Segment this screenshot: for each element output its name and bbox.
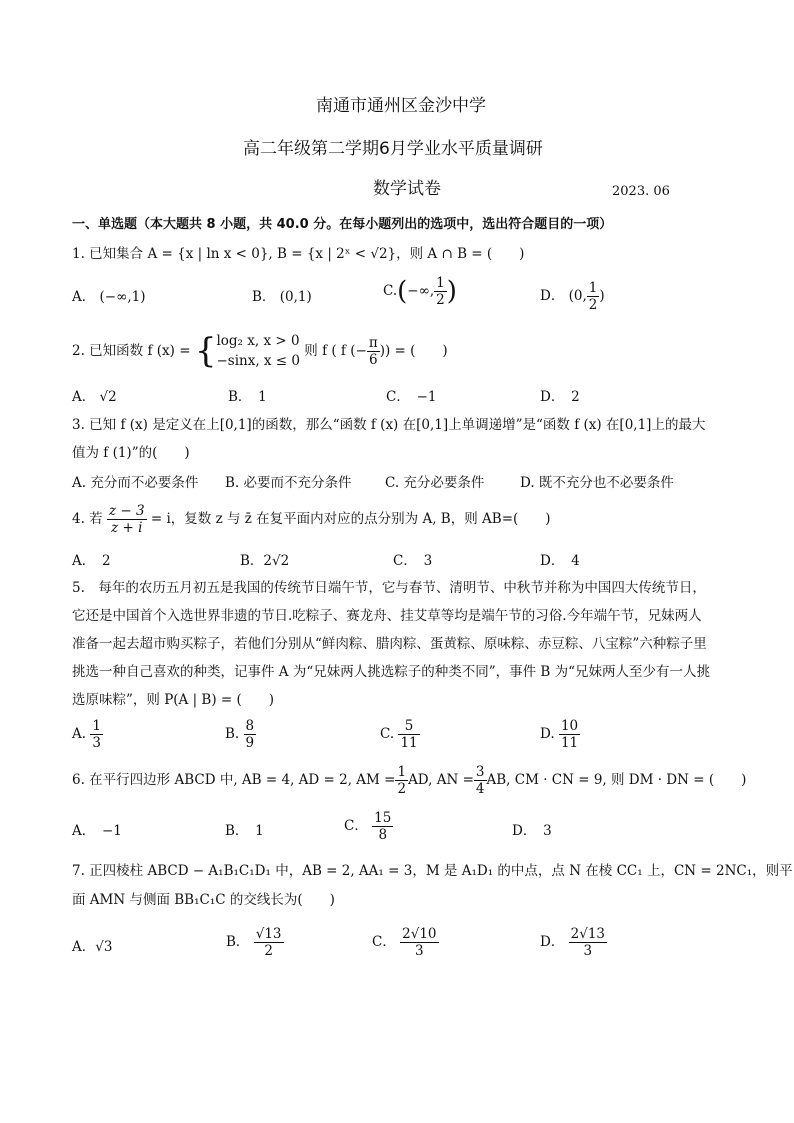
q7-option-a: A．√3 xyxy=(72,939,113,955)
q1-stem: 1. 已知集合 A = {x | ln x < 0}, B = {x | 2ˣ < √2}，则 A ∩ B = ( ) xyxy=(72,246,525,262)
exam-title: 高二年级第二学期6月学业水平质量调研 xyxy=(243,139,543,159)
q5-stem-line5: 选原味粽”，则 P(A | B) = ( ) xyxy=(72,692,275,708)
q1-option-b: B． (0,1) xyxy=(252,289,312,305)
q5-stem-line3: 准备一起去超市购买粽子，若他们分别从“鲜肉粽、腊肉粽、蛋黄粽、原味粽、赤豆粽、八宝粽”六种粽子里 xyxy=(72,636,707,652)
q6-option-c: C． $\frac{15}{8}$ xyxy=(344,810,392,843)
q1-option-c: C.(−∞, $\frac{1}{2}$ ) xyxy=(383,275,457,308)
section-heading: 一、单选题（本大题共 8 小题，共 40.0 分。在每小题列出的选项中，选出符合题目的一项） xyxy=(72,217,613,232)
q3-option-a: A. 充分而不必要条件 xyxy=(72,475,199,491)
q5-option-a: A. $\frac{1}{3}$ xyxy=(72,718,101,751)
q4-stem: 4. 若 $\frac{z - 3}{z + i}$ = i，复数 z 与 z̄ 在复平面内对应的点分别为 A, B，则 AB=( ) xyxy=(72,503,551,536)
q7-option-d: D． $\frac{2√13}{3}$ xyxy=(540,926,605,959)
q5-stem-line2: 它还是中国首个入选世界非遗的节日.吃粽子、赛龙舟、挂艾草等均是端午节的习俗.今年端午节，兄妹两人 xyxy=(72,608,702,624)
q4-option-d: D． 4 xyxy=(540,553,580,569)
q6-stem: 6. 在平行四边形 ABCD 中, AB = 4, AD = 2, AM = $\frac{1}{2}$ AD, AN = $\frac{3}{4}$ AB, CM · CN = 9, 则 DM · DN = ( ) xyxy=(72,764,747,797)
q3-stem-line2: 值为 f (1)”的( ) xyxy=(72,445,190,461)
q6-option-d: D． 3 xyxy=(512,823,552,839)
q1-option-a: A． (−∞,1) xyxy=(72,289,146,305)
q3-option-b: B. 必要而不充分条件 xyxy=(225,475,352,491)
q7-option-b: B． $\frac{√13}{2}$ xyxy=(226,926,282,959)
q6-option-b: B． 1 xyxy=(225,823,264,839)
q5-stem-line1: 5. 每年的农历五月初五是我国的传统节日端午节，它与春节、清明节、中秋节并称为中国四大传统节日， xyxy=(72,580,706,596)
q3-option-d: D. 既不充分也不必要条件 xyxy=(520,475,674,491)
q7-stem-line1: 7. 正四棱柱 ABCD − A₁B₁C₁D₁ 中，AB = 2, AA₁ = 3，M 是 A₁D₁ 的中点，点 N 在棱 CC₁ 上，CN = 2NC₁，则平 xyxy=(72,863,793,879)
q3-option-c: C. 充分必要条件 xyxy=(385,475,485,491)
subject-title: 数学试卷 xyxy=(373,179,441,199)
q2-option-a: A． √2 xyxy=(72,389,117,405)
q1-option-d: D． (0, $\frac{1}{2}$ ) xyxy=(540,280,605,313)
q2-option-d: D． 2 xyxy=(540,389,580,405)
q5-option-b: B. $\frac{8}{9}$ xyxy=(225,718,255,751)
q4-option-a: A． 2 xyxy=(72,553,111,569)
q3-stem-line1: 3. 已知 f (x) 是定义在上[0,1]的函数，那么“函数 f (x) 在[0,1]上单调递增”是“函数 f (x) 在[0,1]上的最大 xyxy=(72,417,706,433)
q2-option-c: C． −1 xyxy=(386,389,437,405)
q4-option-b: B．2√2 xyxy=(240,553,290,569)
q4-option-c: C． 3 xyxy=(393,553,433,569)
q5-option-d: D. $\frac{10}{11}$ xyxy=(540,718,579,751)
q5-stem-line4: 挑选一种自己喜欢的种类，记事件 A 为“兄妹两人挑选粽子的种类不同”，事件 B 为“兄妹两人至少有一人挑 xyxy=(72,664,711,680)
q2-option-b: B． 1 xyxy=(228,389,267,405)
school-name: 南通市通州区金沙中学 xyxy=(316,96,486,116)
q6-option-a: A． −1 xyxy=(72,823,122,839)
exam-date: 2023. 06 xyxy=(612,184,670,199)
q7-option-c: C． $\frac{2√10}{3}$ xyxy=(372,926,437,959)
q7-stem-line2: 面 AMN 与侧面 BB₁C₁C 的交线长为( ) xyxy=(72,892,335,908)
q2-stem: 2. 已知函数 f (x) = { log₂ x, x > 0 −sinx, x ≤ 0 则 f ( f (− $\frac{\pi}{6}$ )) = ( ) xyxy=(72,331,448,371)
q5-option-c: C. $\frac{5}{11}$ xyxy=(380,718,418,751)
